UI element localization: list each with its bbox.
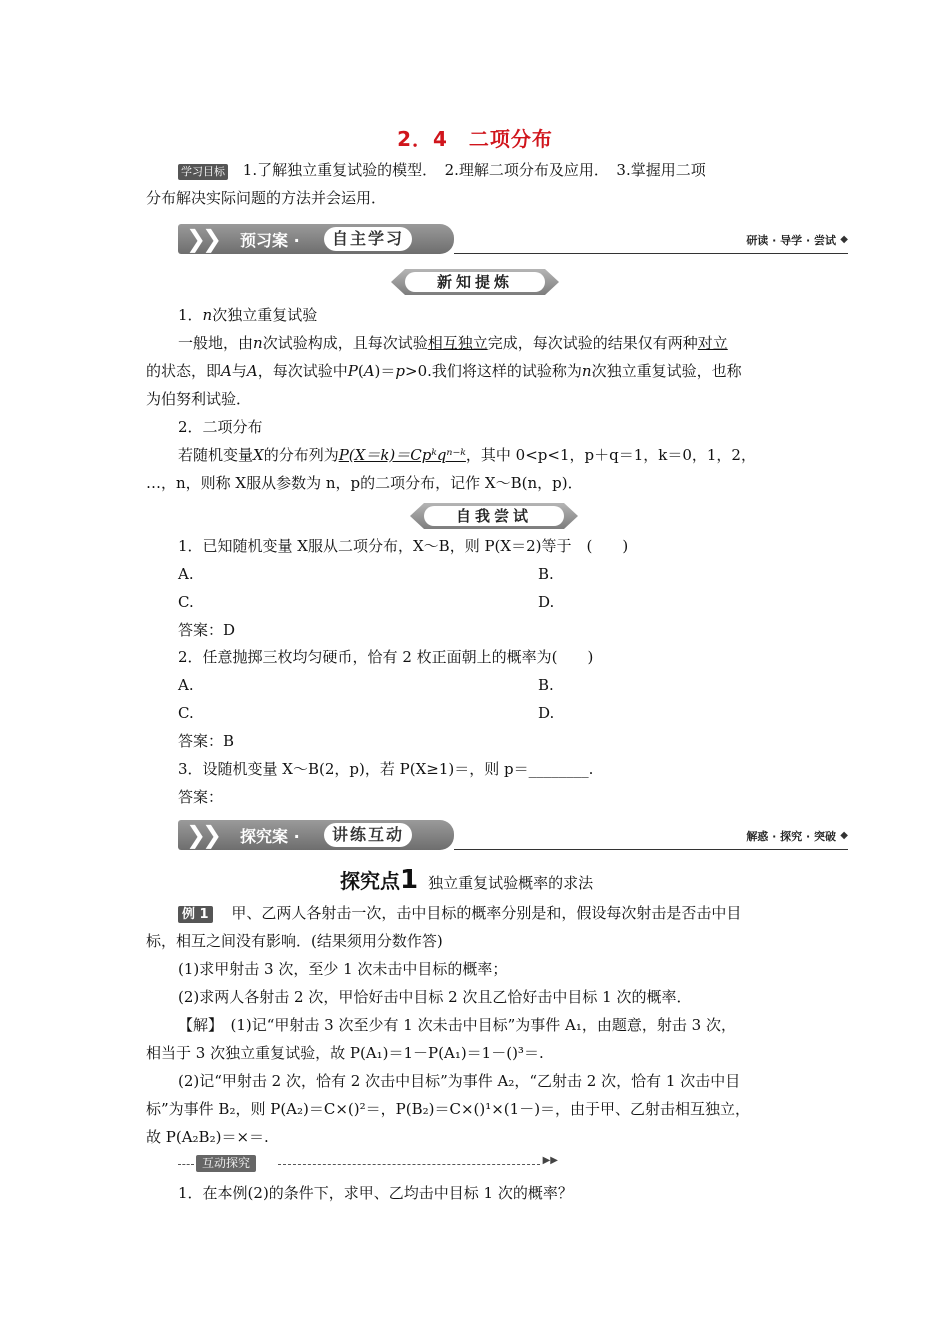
q2-option-d: D. [538, 704, 555, 722]
section1-para-line-2: 的状态，即A与A，每次试验中P(A)＝p>0.我们将这样的试验称为n次独立重复试验，也称 [146, 362, 742, 380]
q2-option-c: C. [178, 704, 194, 722]
interactive-explore-tag: 互动探究 [196, 1155, 256, 1172]
q1-option-a: A. [178, 565, 194, 583]
banner-right-label: 讲练互动 [324, 823, 412, 847]
solution-line-4: 标”为事件 B₂，则 P(A₂)＝C×()²＝，P(B₂)＝C×()¹×(1－)＝，由于甲、乙射击相互独立， [146, 1100, 751, 1118]
objectives-text-1: 1.了解独立重复试验的模型． 2.理解二项分布及应用． 3.掌握用二项 [242, 161, 706, 179]
section2-heading: 2．二项分布 [178, 418, 263, 436]
q2-option-b: B. [538, 676, 554, 694]
section1-para-line-1: 一般地，由n次试验构成，且每次试验相互独立完成，每次试验的结果仅有两种对立 [178, 334, 728, 352]
q2-option-a: A. [178, 676, 194, 694]
explore-subtitle: 独立重复试验概率的求法 [428, 874, 594, 892]
section1-para-line-3: 为伯努利试验． [146, 390, 252, 408]
explore-word: 探究点 [340, 869, 400, 893]
banner-rule [454, 253, 848, 254]
banner-rule [454, 849, 848, 850]
q1-option-b: B. [538, 565, 554, 583]
example-badge: 例 1 [178, 906, 213, 923]
example-part-1: (1)求甲射击 3 次，至少 1 次未击中目标的概率； [178, 960, 508, 978]
interactive-question: 1．在本例(2)的条件下，求甲、乙均击中目标 1 次的概率？ [178, 1184, 573, 1202]
explore-point-heading [340, 865, 593, 895]
plaque-label: 自我尝试 [424, 506, 564, 526]
q1-answer: 答案：D [178, 621, 236, 639]
chevron-right-icon: ❯ [202, 225, 223, 253]
solution-line-5: 故 P(A₂B₂)＝×＝. [146, 1128, 269, 1146]
section-banner-explore [178, 820, 848, 854]
divider-dash [278, 1164, 540, 1165]
objectives-line-1 [178, 160, 706, 180]
distribution-formula: P(X＝k)＝Cpᵏqⁿ⁻ᵏ [338, 446, 466, 464]
divider-dash [178, 1164, 194, 1165]
q3-stem: 3．设随机变量 X～B(2，p)，若 P(X≥1)＝，则 p＝________. [178, 760, 594, 778]
solution-line-1: 【解】 (1)记“甲射击 3 次至少有 1 次未击中目标”为事件 A₁，由题意，射击 3 次， [178, 1016, 736, 1034]
q2-answer: 答案：B [178, 732, 235, 750]
banner-left-label: 预习案 · [240, 231, 300, 250]
example-line-2: 标，相互之间没有影响．(结果须用分数作答) [146, 932, 443, 950]
q3-answer: 答案： [178, 788, 224, 806]
q1-stem: 1．已知随机变量 X服从二项分布，X～B，则 P(X＝2)等于 ( ) [178, 537, 629, 555]
plaque-new-knowledge [391, 269, 559, 295]
chevron-right-icon: ❯ [202, 821, 223, 849]
chevron-right-icon: ❯ [186, 225, 207, 253]
page-title: 2．4 二项分布 [397, 127, 553, 151]
section2-line-2: …，n，则称 X服从参数为 n，p的二项分布，记作 X～B(n，p)． [146, 474, 583, 492]
diamond-icon: ◆ [840, 830, 848, 841]
plaque-label: 新知提炼 [405, 272, 545, 292]
banner-right-label: 自主学习 [324, 227, 412, 251]
q1-option-d: D. [538, 593, 555, 611]
objectives-line-2: 分布解决实际问题的方法并会运用． [146, 189, 387, 207]
solution-line-2: 相当于 3 次独立重复试验，故 P(A₁)＝1－P(A₁)＝1－()³＝. [146, 1044, 544, 1062]
banner-tag: 解惑 · 探究 · 突破 [746, 830, 836, 843]
objectives-badge: 学习目标 [178, 164, 228, 180]
arrow-right-icon: ▶▶ [542, 1155, 558, 1166]
section-banner-preview [178, 224, 848, 258]
section2-line-1: 若随机变量X的分布列为P(X＝k)＝Cpᵏqⁿ⁻ᵏ，其中 0<p<1，p＋q＝1，k＝0，1，2， [178, 446, 756, 464]
q1-option-c: C. [178, 593, 194, 611]
interactive-explore-divider [178, 1155, 558, 1173]
explore-number: 1 [400, 865, 419, 895]
solution-line-3: (2)记“甲射击 2 次，恰有 2 次击中目标”为事件 A₂，“乙射击 2 次，恰有 1 次击中目 [178, 1072, 741, 1090]
diamond-icon: ◆ [840, 234, 848, 245]
banner-left-label: 探究案 · [240, 827, 300, 846]
q2-stem: 2．任意抛掷三枚均匀硬币，恰有 2 枚正面朝上的概率为( ) [178, 648, 594, 666]
example-line-1: 例 1 甲、乙两人各射击一次，击中目标的概率分别是和，假设每次射击是否击中目 [178, 903, 741, 923]
section1-heading: 1．n次独立重复试验 [178, 306, 318, 324]
chevron-right-icon: ❯ [186, 821, 207, 849]
banner-tag: 研读 · 导学 · 尝试 [746, 234, 836, 247]
example-part-2: (2)求两人各射击 2 次，甲恰好击中目标 2 次且乙恰好击中目标 1 次的概率． [178, 988, 692, 1006]
plaque-self-try [410, 503, 578, 529]
